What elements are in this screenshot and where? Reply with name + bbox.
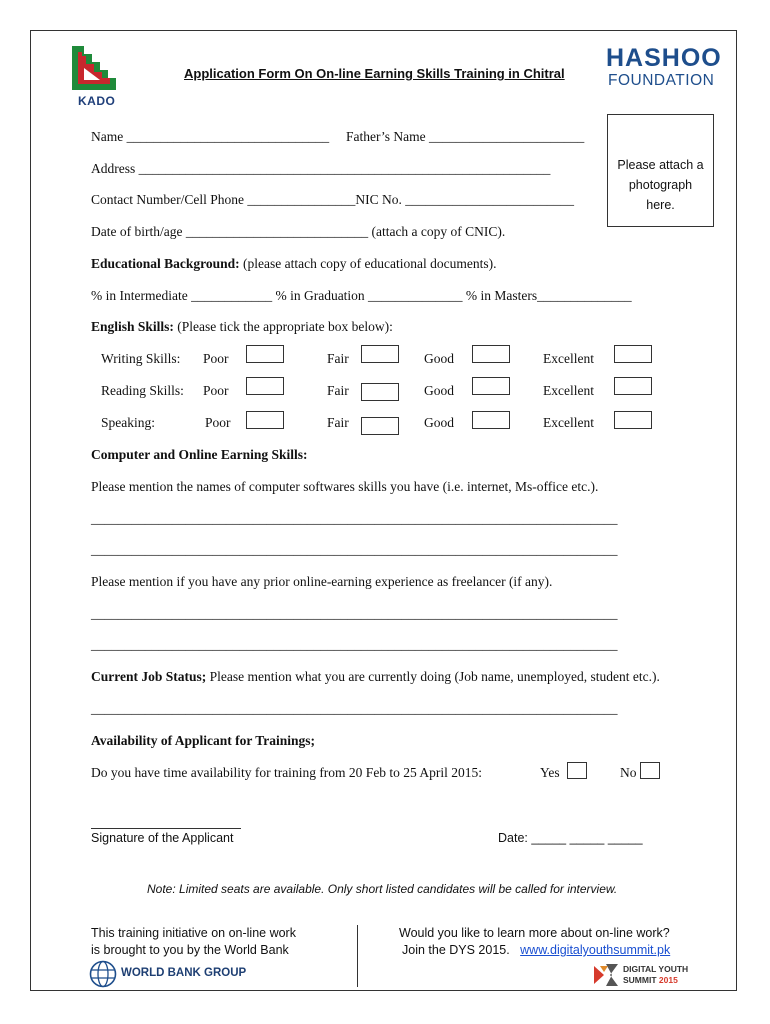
hashoo-logo-line1: HASHOO — [606, 44, 722, 72]
kado-logo — [70, 44, 128, 112]
education-line — [91, 256, 496, 272]
limited-seats-note: Note: Limited seats are available. Only short listed candidates will be called for interview. — [147, 882, 618, 896]
education-heading: Educational Background: — [91, 256, 240, 271]
education-marks-field[interactable]: % in Intermediate ____________ % in Graduation ______________ % in Masters______________ — [91, 288, 632, 303]
speaking-label: Speaking: — [101, 415, 155, 430]
form-title: Application Form On On-line Earning Skills Training in Chitral — [184, 66, 565, 81]
photo-box-line2: photograph — [628, 178, 693, 192]
english-note: (Please tick the appropriate box below): — [173, 319, 393, 334]
dys-logo-line1: DIGITAL YOUTH — [623, 964, 689, 974]
dob-field[interactable]: Date of birth/age ___________________________ (attach a copy of CNIC). — [91, 224, 506, 239]
dys-logo-line2 — [623, 975, 678, 985]
job-status-text: Please mention what you are currently doing (Job name, unemployed, student etc.). — [206, 669, 660, 684]
availability-heading: Availability of Applicant for Trainings; — [91, 733, 316, 748]
reading-fair-label: Fair — [327, 383, 349, 398]
writing-poor-label: Poor — [203, 351, 229, 366]
freelance-answer-line-1[interactable]: ______________________________________________________________________________ — [91, 606, 618, 621]
speaking-poor-checkbox[interactable] — [246, 411, 284, 429]
availability-question: Do you have time availability for training from 20 Feb to 25 April 2015: — [91, 765, 483, 780]
reading-excellent-label: Excellent — [543, 383, 594, 398]
footer-right-line1: Would you like to learn more about on-line work? — [399, 926, 670, 940]
speaking-excellent-checkbox[interactable] — [614, 411, 652, 429]
speaking-poor-label: Poor — [205, 415, 231, 430]
photo-box-line1: Please attach a — [617, 158, 704, 172]
speaking-fair-label: Fair — [327, 415, 349, 430]
dys-year-text: 2015 — [658, 975, 678, 985]
yes-label: Yes — [540, 765, 560, 780]
writing-excellent-checkbox[interactable] — [614, 345, 652, 363]
signature-line[interactable] — [91, 828, 241, 829]
footer-left-line2: is brought to you by the World Bank — [91, 943, 289, 957]
address-field[interactable]: Address _____________________________________________________________ — [91, 161, 551, 176]
reading-poor-checkbox[interactable] — [246, 377, 284, 395]
job-status-line — [91, 669, 660, 685]
dys-logo — [592, 962, 692, 990]
speaking-fair-checkbox[interactable] — [361, 417, 399, 435]
english-heading: English Skills: — [91, 319, 174, 334]
speaking-good-checkbox[interactable] — [472, 411, 510, 429]
writing-excellent-label: Excellent — [543, 351, 594, 366]
globe-icon — [89, 960, 117, 988]
speaking-excellent-label: Excellent — [543, 415, 594, 430]
kado-emblem-icon — [70, 44, 128, 94]
date-field[interactable]: Date: _____ _____ _____ — [498, 831, 643, 845]
reading-good-label: Good — [424, 383, 454, 398]
writing-label: Writing Skills: — [101, 351, 181, 366]
photo-box[interactable] — [607, 114, 714, 227]
reading-poor-label: Poor — [203, 383, 229, 398]
contact-nic-field[interactable]: Contact Number/Cell Phone ________________NIC No. _________________________ — [91, 192, 574, 207]
writing-fair-checkbox[interactable] — [361, 345, 399, 363]
reading-good-checkbox[interactable] — [472, 377, 510, 395]
education-note: (please attach copy of educational documents). — [239, 256, 497, 271]
computer-answer-line-2[interactable]: ______________________________________________________________________________ — [91, 542, 618, 557]
dys-summit-text: SUMMIT — [623, 975, 657, 985]
photo-box-line3: here. — [646, 198, 675, 212]
writing-fair-label: Fair — [327, 351, 349, 366]
writing-good-label: Good — [424, 351, 454, 366]
yes-checkbox[interactable] — [567, 762, 587, 779]
footer-right-line2 — [402, 943, 670, 957]
writing-poor-checkbox[interactable] — [246, 345, 284, 363]
writing-good-checkbox[interactable] — [472, 345, 510, 363]
footer-join-text: Join the DYS 2015. — [402, 943, 510, 957]
computer-answer-line-1[interactable]: ______________________________________________________________________________ — [91, 511, 618, 526]
speaking-good-label: Good — [424, 415, 454, 430]
hashoo-logo-line2: FOUNDATION — [608, 72, 715, 89]
computer-question-1: Please mention the names of computer softwares skills you have (i.e. internet, Ms-office etc.). — [91, 479, 599, 494]
signature-label: Signature of the Applicant — [91, 831, 234, 845]
kado-logo-text: KADO — [78, 94, 116, 108]
world-bank-logo-text: WORLD BANK GROUP — [121, 967, 247, 979]
name-field[interactable]: Name ______________________________ — [91, 129, 330, 144]
father-name-field[interactable]: Father’s Name _______________________ — [346, 129, 585, 144]
reading-fair-checkbox[interactable] — [361, 383, 399, 401]
dys-website-link[interactable]: www.digitalyouthsummit.pk — [520, 943, 671, 957]
footer-divider — [357, 925, 358, 987]
computer-heading: Computer and Online Earning Skills: — [91, 447, 308, 462]
english-line — [91, 319, 393, 335]
job-status-heading: Current Job Status; — [91, 669, 207, 684]
footer-left-line1: This training initiative on on-line work — [91, 926, 296, 940]
no-label: No — [620, 765, 637, 780]
no-checkbox[interactable] — [640, 762, 660, 779]
dys-emblem-icon — [592, 962, 620, 988]
freelance-answer-line-2[interactable]: ______________________________________________________________________________ — [91, 637, 618, 652]
reading-excellent-checkbox[interactable] — [614, 377, 652, 395]
job-answer-line[interactable]: ______________________________________________________________________________ — [91, 701, 618, 716]
computer-question-2: Please mention if you have any prior online-earning experience as freelancer (if any). — [91, 574, 553, 589]
world-bank-logo — [89, 960, 247, 988]
reading-label: Reading Skills: — [101, 383, 184, 398]
